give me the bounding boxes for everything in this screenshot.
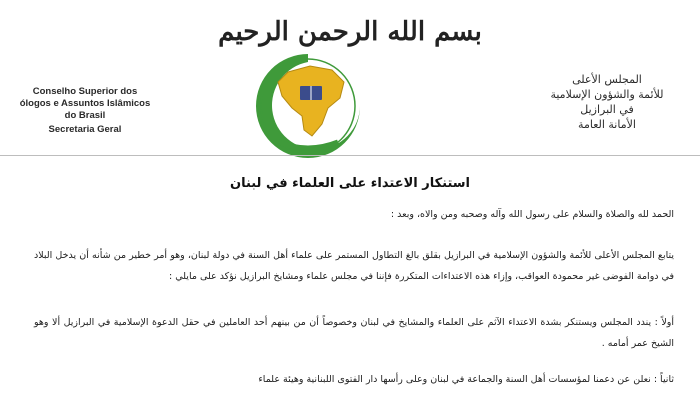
brazil-map-shape bbox=[278, 66, 344, 136]
council-name-line: للأئمة والشؤون الإسلامية bbox=[550, 88, 664, 101]
council-name-line: الأمانة العامة bbox=[578, 118, 636, 131]
council-name-arabic bbox=[542, 72, 672, 132]
body-paragraph: أولاً : يندد المجلس ويستنكر بشدة الاعتداء الآثم على العلماء والمشايخ في لبنان وخصوصاً أن من بينهم أحد العاملين في حقل الدعوة الإسلامية في البرازيل ألا وهو الشيخ عمر أمامه . bbox=[34, 317, 674, 349]
council-name-line: المجلس الأعلى bbox=[572, 73, 642, 86]
council-logo bbox=[248, 50, 368, 160]
document-title: استنكار الاعتداء على العلماء في لبنان bbox=[229, 176, 471, 191]
secretaria-label: Secretaria Geral bbox=[48, 124, 122, 135]
council-name-portuguese bbox=[0, 86, 170, 136]
council-name-line: do Brasil bbox=[64, 110, 106, 121]
body-paragraph: ثانياً : نعلن عن دعمنا لمؤسسات أهل السنة والجماعة في لبنان وعلى رأسها دار الفتوى اللبنانية وهيئة علماء bbox=[258, 374, 674, 385]
council-name-line: في البرازيل bbox=[580, 103, 634, 116]
council-name-line: ólogos e Assuntos Islâmicos bbox=[19, 98, 151, 109]
council-name-line: Conselho Superior dos bbox=[32, 86, 138, 97]
body-paragraph: يتابع المجلس الأعلى للأئمة والشؤون الإسلامية في البرازيل بقلق بالغ التطاول المستمر على علماء أهل السنة في دولة لبنان، وهو أمر خطير من شأنه أن يدخل البلاد في دوامة الفوضى غير محمودة العواقب، وإزاء هذه الاعتداءات المتكررة فإننا في مجلس علماء ومشايخ البرازيل نؤكد على مايلي : bbox=[34, 250, 674, 282]
basmala-calligraphy: بسم الله الرحمن الرحيم bbox=[218, 17, 482, 47]
opening-paragraph: الحمد لله والصلاة والسلام على رسول الله وآله وصحبه ومن والاه، وبعد : bbox=[390, 209, 674, 220]
header-divider bbox=[0, 155, 700, 156]
